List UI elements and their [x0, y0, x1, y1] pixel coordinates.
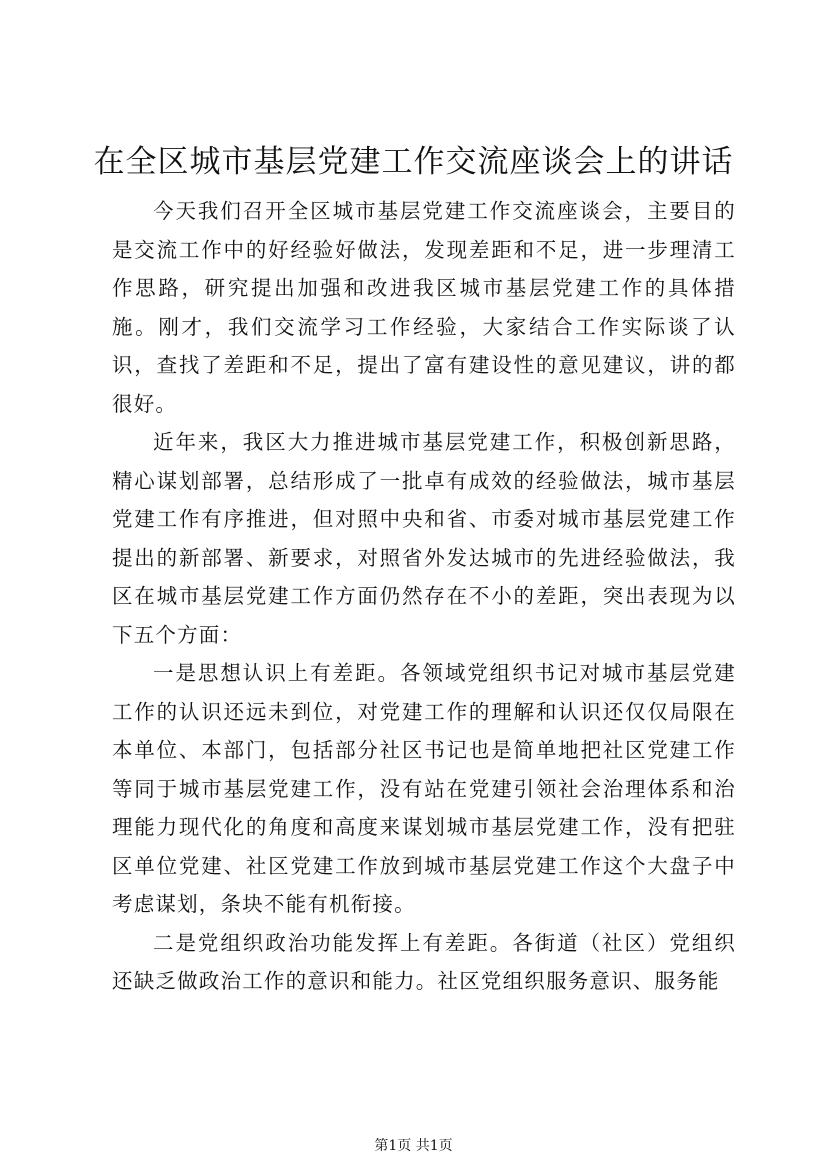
- document-body: [112, 192, 736, 1001]
- page-number-footer: 第1页 共1页: [374, 1138, 453, 1154]
- paragraph: 近年来，我区大力推进城市基层党建工作，积极创新思路，精心谋划部署，总结形成了一批卓有成效的经验做法，城市基层党建工作有序推进，但对照中央和省、市委对城市基层党建工作提出的新部署、新要求，对照省外发达城市的先进经验做法，我区在城市基层党建工作方面仍然存在不小的差距，突出表现为以下五个方面：: [112, 430, 736, 647]
- paragraph: 今天我们召开全区城市基层党建工作交流座谈会，主要目的是交流工作中的好经验好做法，发现差距和不足，进一步理清工作思路，研究提出加强和改进我区城市基层党建工作的具体措施。刚才，我们交流学习工作经验，大家结合工作实际谈了认识，查找了差距和不足，提出了富有建设性的意见建议，讲的都很好。: [112, 199, 736, 416]
- paragraph: 一是思想认识上有差距。各领域党组织书记对城市基层党建工作的认识还远未到位，对党建工作的理解和认识还仅仅局限在本单位、本部门，包括部分社区书记也是简单地把社区党建工作等同于城市基层党建工作，没有站在党建引领社会治理体系和治理能力现代化的角度和高度来谋划城市基层党建工作，没有把驻区单位党建、社区党建工作放到城市基层党建工作这个大盘子中考虑谋划，条块不能有机衔接。: [112, 661, 736, 916]
- document-title: 在全区城市基层党建工作交流座谈会上的讲话: [93, 144, 734, 180]
- paragraph: 二是党组织政治功能发挥上有差距。各街道（社区）党组织还缺乏做政治工作的意识和能力。社区党组织服务意识、服务能: [112, 930, 736, 993]
